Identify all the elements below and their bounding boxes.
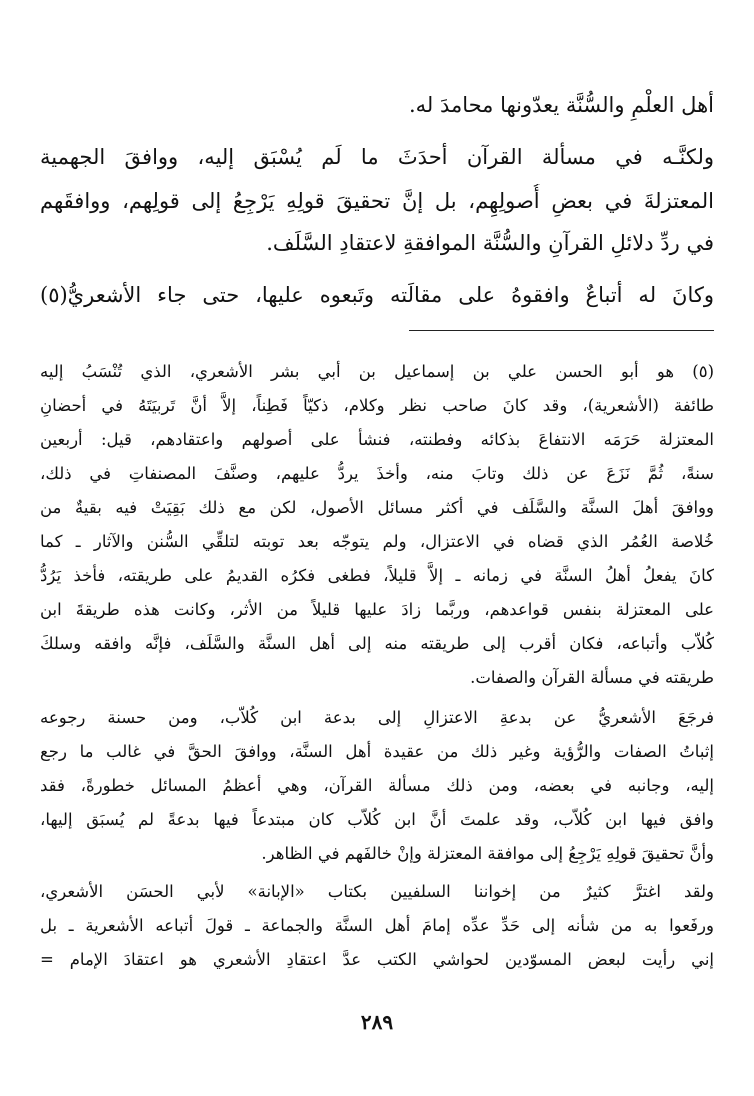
footnote-line: ووافقَ أهلَ السنَّة والسَّلَف في أكثر مسائل الأصول، لكن مع ذلك بَقِيَتْ فيه بقيةٌ من — [40, 498, 714, 517]
footnote-line: إثباتُ الصفات والرُّؤية وغير ذلك من عقيدة أهل السنَّة، ووافقَ الحقَّ في غالب ما رجع — [40, 742, 714, 761]
footnote-line: وافق فيها ابن كُلاّب، وقد علمتَ أنَّ ابن كُلاّب كان مبتدعاً فيها بدعةً لم يُسبَق إليها، — [40, 810, 714, 829]
footnote-line: سنةً، ثُمَّ نَزَعَ عن ذلك وتابَ منه، وأخذَ يردُّ عليهم، وصنَّفَ المصنفاتِ في ذلك، — [40, 464, 714, 483]
footnote-line: ورفَعوا به من شأنه إلى حَدِّ عدِّه إمامَ أهل السنَّة والجماعة ـ قولَ أتباعه الأشعرية ـ بل — [40, 916, 714, 935]
footnote-separator — [409, 330, 714, 331]
footnote-line: كُلاّب وأتباعه، فكان أقرب إلى طريقته منه إلى أهل السنَّة والسَّلَف، فإنَّه وافقه وسلكَ — [40, 634, 714, 653]
footnote-line: خُلاصة العُمُر الذي قضاه في الاعتزال، ولم يتوجّه بعد توبته لتلقِّي السُّنن والآثار ـ كما — [40, 532, 714, 551]
footnote-line: على المعتزلة بنفس قواعدهم، وربَّما زادَ عليها قليلاً من الأثر، وكانت هذه طريقةَ ابن — [40, 600, 714, 619]
main-text-line: وكانَ له أتباعٌ وافقوهُ على مقالَته وتَبعوه عليها، حتى جاء الأشعريُّ(٥) — [40, 283, 714, 307]
footnote-line: وأنَّ تحقيقَ قولِهِ يَرْجِعُ إلى موافقة المعتزلة وإنْ خالفَهم في الظاهر. — [261, 844, 714, 863]
footnote-line: طائفة (الأشعرية)، وقد كانَ صاحب نظر وكلام، ذكيّاً فَطِناً، إلاَّ أنَّ تَربيَتَهُ في أحضانِ — [40, 396, 714, 415]
footnote-line: إليه، وجانبه في بعضه، ومن ذلك مسألة القرآن، وهي أعظمُ المسائل خطورةً، فقد — [40, 776, 714, 795]
footnote-line: فرجَعَ الأشعريُّ عن بدعةِ الاعتزالِ إلى بدعة ابن كُلاّب، ومن حسنة رجوعه — [40, 708, 714, 727]
footnote-line: إني رأيت لبعض المسوّدين لحواشي الكتب عدَّ اعتقادِ الأشعري هو اعتقادَ الإمام = — [40, 950, 714, 969]
footnote-line: (٥) هو أبو الحسن علي بن إسماعيل بن أبي بشر الأشعري، الذي تُنْسَبُ إليه — [40, 362, 714, 381]
main-text-line: أهل العلْمِ والسُّنَّة يعدّونها محامدَ له. — [408, 93, 714, 117]
footnote-line: ولقد اغترَّ كثيرٌ من إخواننا السلفيين بكتاب «الإبانة» لأبي الحسَن الأشعري، — [40, 882, 714, 901]
footnote-line: طريقته في مسألة القرآن والصفات. — [470, 668, 714, 687]
main-text-line: في ردِّ دلائلِ القرآنِ والسُّنَّة الموافقةِ لاعتقادِ السَّلَف. — [266, 231, 714, 255]
footnote-line: المعتزلة حَرَمَه الانتفاعَ بذكائه وفطنته، فنشأ على أصولهم واعتقادهم، قيل: أربعين — [40, 430, 714, 449]
main-text-line: المعتزلةَ في بعضِ أُصولِهِم، بل إنَّ تحقيقَ قولِهِ يَرْجِعُ إلى قولِهم، ووافقَهم — [40, 189, 714, 213]
footnote-line: كانَ يفعلُ أهلُ السنَّة في زمانه ـ إلاَّ قليلاً، فطغى فكرُه القديمُ على طريقته، فأخذ يَرُدُّ — [40, 566, 714, 585]
page-number: ٢٨٩ — [360, 1010, 394, 1034]
main-text-line: ولكنَّـه في مسألة القرآن أحدَثَ ما لَم يُسْبَق إليه، ووافقَ الجهمية — [40, 145, 714, 169]
